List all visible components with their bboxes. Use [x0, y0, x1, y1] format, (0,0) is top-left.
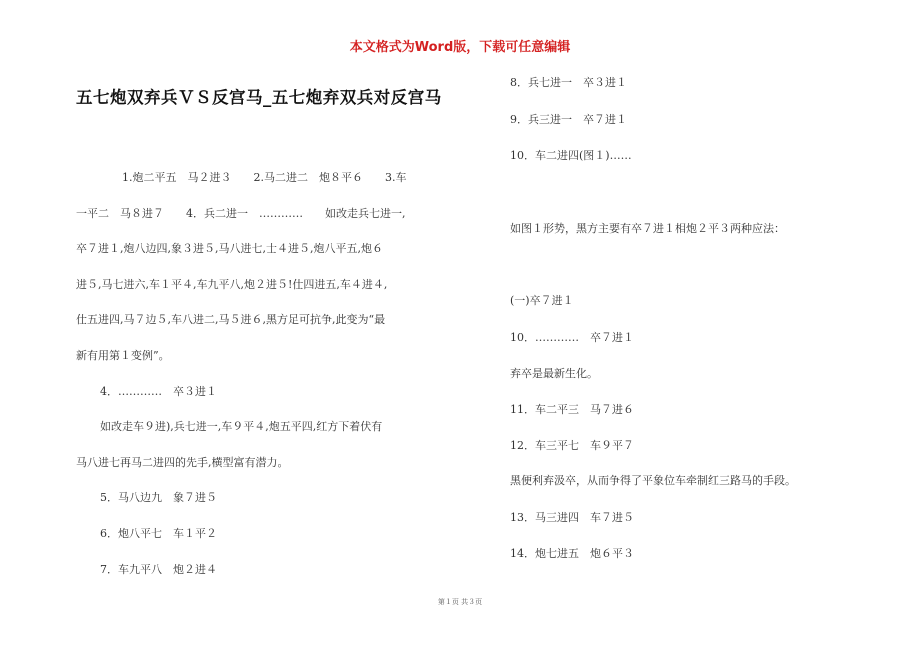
paragraph-line: 新有用第１变例”。 [76, 348, 170, 362]
move-line: 11．车二平三 马７进６ [510, 403, 634, 416]
move-line: 10．车二进四(图１)…… [510, 149, 632, 162]
page-footer: 第１页 共３页 [437, 598, 483, 606]
paragraph-line: 黑便利弃汲卒，从而争得了平象位车牵制红三路马的手段。 [510, 474, 796, 487]
paragraph-line: 1.炮二平五 马２进３ 2.马二进二 炮８平６ 3.车 [122, 171, 407, 184]
paragraph-line: 如图１形势，黑方主要有卒７进１相炮２平３两种应法： [510, 222, 785, 235]
paragraph-line: 弃卒是最新生化。 [510, 367, 598, 380]
paragraph-line: 卒７进１,炮八边四,象３进５,马八进七,士４进５,炮八平五,炮６ [76, 242, 383, 256]
paragraph-line: 进５,马七进六,车１平４,车九平八,炮２进５!仕四进五,车４进４, [76, 277, 388, 291]
move-line: 6．炮八平七 车１平２ [100, 526, 217, 540]
move-line: 9．兵三进一 卒７进１ [510, 113, 627, 126]
document-title: 五七炮双弃兵ＶＳ反宫马_五七炮弃双兵对反宫马 [76, 88, 442, 107]
move-line: 12．车三平七 车９平７ [510, 439, 634, 452]
move-line: 10．………… 卒７进１ [510, 331, 634, 344]
section-heading: (一)卒７进１ [510, 294, 574, 307]
move-line: 4．………… 卒３进１ [100, 384, 217, 398]
paragraph-line: 仕五进四,马７边５,车八进二,马５进６,黑方足可抗争,此变为“最 [76, 313, 386, 327]
move-line: 13．马三进四 车７进５ [510, 511, 634, 524]
left-column [76, 160, 462, 587]
paragraph-line: 一平二 马８进７ 4．兵二进一 ………… 如改走兵七进一, [76, 206, 406, 220]
move-line: 5．马八边九 象７进５ [100, 491, 217, 505]
move-line: 7．车九平八 炮２进４ [100, 562, 217, 576]
move-line: 14．炮七进五 炮６平３ [510, 547, 634, 560]
paragraph-line: 马八进七再马二进四的先手,横型富有潜力。 [76, 455, 289, 469]
header-banner: 本文格式为Word版，下载可任意编辑 [349, 40, 571, 55]
move-line: 8．兵七进一 卒３进１ [510, 76, 627, 89]
paragraph-line: 如改走车９进),兵七进一,车９平４,炮五平四,红方下着伏有 [100, 420, 383, 434]
